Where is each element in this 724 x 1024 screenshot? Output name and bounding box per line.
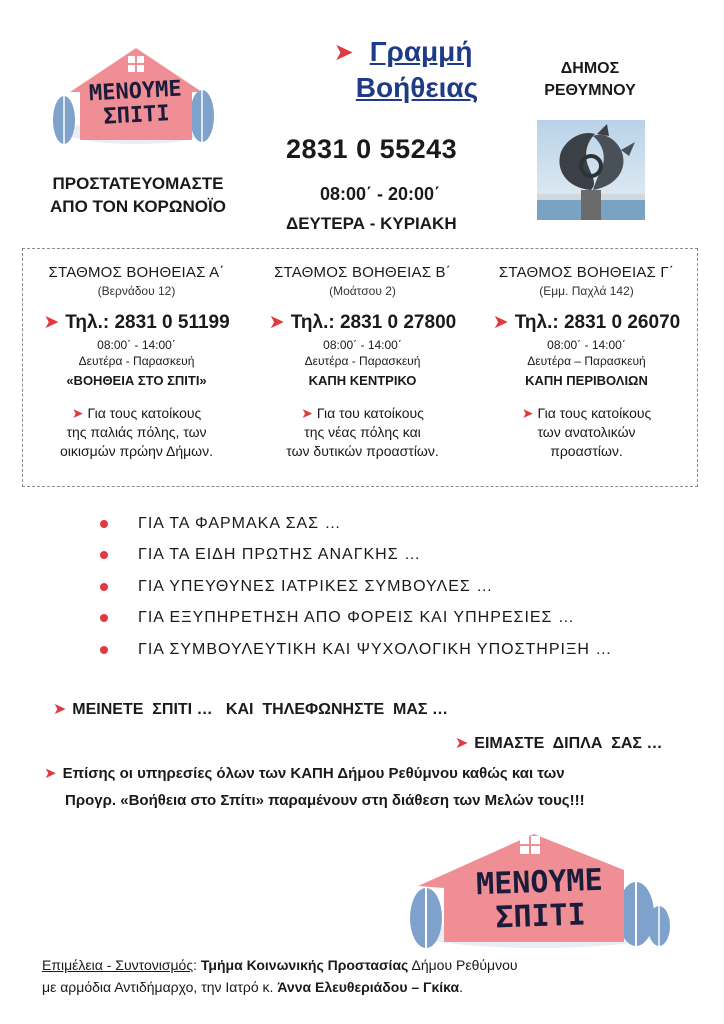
station-address: (Μοάτσου 2): [329, 284, 396, 298]
helpline-title-line2: Βοήθειας: [355, 72, 479, 103]
municipality-line2: ΡΕΘΥΜΝΟΥ: [544, 82, 636, 99]
station-title: ΣΤΑΘΜΟΣ ΒΟΗΘΕΙΑΣ Α΄: [48, 264, 225, 281]
list-item-text: ΓΙΑ ΕΞΥΠΗΡΕΤΗΣΗ ΑΠΟ ΦΟΡΕΙΣ ΚΑΙ ΥΠΗΡΕΣΙΕΣ …: [138, 609, 575, 627]
list-item-text: ΓΙΑ ΤΑ ΕΙΔΗ ΠΡΩΤΗΣ ΑΝΑΓΚΗΣ …: [138, 546, 422, 564]
footer-line2-prefix: με αρμόδια Αντιδήμαρχο, την Ιατρό κ.: [42, 979, 278, 995]
logo-text-line2: ΣΠΙΤΙ: [494, 897, 587, 936]
arrow-icon: ➤: [492, 312, 509, 333]
station-desc-line3: προαστίων.: [550, 443, 623, 459]
tree-icon: [190, 90, 214, 142]
bullet-dot-icon: [100, 551, 108, 559]
station-hours: 08:00΄ - 14:00΄: [323, 338, 402, 352]
arrow-icon: ➤: [52, 701, 67, 718]
station-c: [474, 248, 699, 461]
footer-colon: :: [193, 957, 197, 973]
footer-person: Άννα Ελευθεριάδου – Γκίκα: [277, 979, 460, 995]
station-days: Δευτέρα - Παρασκευή: [304, 354, 421, 368]
station-desc-line1: Για τους κατοίκους: [87, 405, 202, 421]
bullet-dot-icon: [100, 646, 108, 654]
logo-text-line1: ΜΕΝΟΥΜΕ: [475, 862, 604, 903]
bullet-dot-icon: [100, 583, 108, 591]
list-item: [100, 603, 612, 635]
footer-dept-suffix: Δήμου Ρεθύμνου: [408, 957, 518, 973]
also-message-line1: Επίσης οι υπηρεσίες όλων των ΚΑΠΗ Δήμου Ρεθύμνου καθώς και των: [62, 765, 565, 782]
arrow-icon: ➤: [333, 38, 354, 66]
bullet-dot-icon: [100, 614, 108, 622]
station-title: ΣΤΑΘΜΟΣ ΒΟΗΘΕΙΑΣ Β΄: [274, 264, 451, 281]
station-desc-line1: Για του κατοίκους: [316, 405, 424, 421]
list-item-text: ΓΙΑ ΣΥΜΒΟΥΛΕΥΤΙΚΗ ΚΑΙ ΨΥΧΟΛΟΓΙΚΗ ΥΠΟΣΤΗΡΙΞΗ …: [138, 640, 613, 658]
tree-icon: [53, 96, 75, 144]
helpline-days: ΔΕΥΤΕΡΑ - ΚΥΡΙΑΚΗ: [286, 214, 457, 233]
station-hours: 08:00΄ - 14:00΄: [97, 338, 176, 352]
station-days: Δευτέρα - Παρασκευή: [78, 354, 195, 368]
stay-home-message: ΜΕΙΝΕΤΕ ΣΠΙΤΙ … ΚΑΙ ΤΗΛΕΦΩΝΗΣΤΕ ΜΑΣ …: [72, 701, 448, 718]
station-label: ΚΑΠΗ ΠΕΡΙΒΟΛΙΩΝ: [525, 373, 648, 388]
list-item-text: ΓΙΑ ΤΑ ΦΑΡΜΑΚΑ ΣΑΣ …: [138, 514, 342, 532]
logo-text-line1: ΜΕΝΟΥΜΕ: [88, 76, 183, 107]
arrow-icon: ➤: [71, 405, 84, 421]
station-phone[interactable]: Τηλ.: 2831 0 51199: [65, 312, 230, 333]
slogan-line1: ΠΡΟΣΤΑΤΕΥΟΜΑΣΤΕ: [52, 174, 224, 193]
municipality-line1: ΔΗΜΟΣ: [560, 60, 620, 77]
services-list: [100, 508, 612, 666]
dolphin-statue-photo: [537, 120, 645, 220]
list-item: [100, 540, 612, 572]
arrow-icon: ➤: [301, 405, 313, 421]
station-desc-line2: της νέας πόλης και: [304, 424, 421, 440]
we-are-here-message: ΕΙΜΑΣΤΕ ΔΙΠΛΑ ΣΑΣ …: [474, 735, 663, 752]
slogan-line2: ΑΠΟ ΤΟΝ ΚΟΡΩΝΟΪΟ: [50, 197, 226, 216]
station-desc-line1: Για τους κατοίκους: [537, 405, 652, 421]
station-b: [250, 248, 475, 461]
station-desc-line2: της παλιάς πόλης, των: [66, 424, 207, 440]
helpline-hours: 08:00΄ - 20:00΄: [320, 184, 441, 204]
list-item-text: ΓΙΑ ΥΠΕΥΘΥΝΕΣ ΙΑΤΡΙΚΕΣ ΣΥΜΒΟΥΛΕΣ …: [138, 577, 494, 595]
station-title: ΣΤΑΘΜΟΣ ΒΟΗΘΕΙΑΣ Γ΄: [498, 264, 675, 281]
list-item: [100, 508, 612, 540]
station-label: «ΒΟΗΘΕΙΑ ΣΤΟ ΣΠΙΤΙ»: [66, 373, 207, 388]
arrow-icon: ➤: [43, 312, 60, 333]
station-desc-line3: των δυτικών προαστίων.: [286, 443, 439, 459]
list-item: [100, 634, 612, 666]
station-a: [24, 248, 249, 461]
arrow-icon: ➤: [521, 405, 534, 421]
footer-line2-suffix: .: [459, 979, 463, 995]
tree-icon: [410, 888, 442, 948]
station-address: (Βερνάδου 12): [97, 284, 176, 298]
station-hours: 08:00΄ - 14:00΄: [547, 338, 626, 352]
logo-text-line2: ΣΠΙΤΙ: [102, 101, 171, 130]
helpline-title-line1: Γραμμή: [369, 36, 473, 67]
helpline-phone[interactable]: 2831 0 55243: [286, 134, 458, 164]
station-days: Δευτέρα – Παρασκευή: [527, 354, 646, 368]
station-desc-line2: των ανατολικών: [537, 424, 636, 440]
footer-label: Επιμέλεια - Συντονισμός: [42, 957, 194, 973]
station-phone[interactable]: Τηλ.: 2831 0 26070: [514, 312, 681, 333]
arrow-icon: ➤: [44, 765, 57, 782]
also-message-line2: Προγρ. «Βοήθεια στο Σπίτι» παραμένουν στη διάθεση των Μελών τους!!!: [65, 792, 585, 809]
station-label: ΚΑΠΗ ΚΕΝΤΡΙΚΟ: [308, 373, 417, 388]
arrow-icon: ➤: [454, 735, 469, 752]
bullet-dot-icon: [100, 520, 108, 528]
list-item: [100, 571, 612, 603]
station-phone[interactable]: Τηλ.: 2831 0 27800: [290, 312, 457, 333]
arrow-icon: ➤: [268, 312, 285, 333]
footer-dept: Τμήμα Κοινωνικής Προστασίας: [200, 957, 409, 973]
station-desc-line3: οικισμών πρώην Δήμων.: [59, 443, 213, 459]
tree-icon: [648, 906, 670, 946]
station-address: (Εμμ. Παχλά 142): [539, 284, 634, 298]
